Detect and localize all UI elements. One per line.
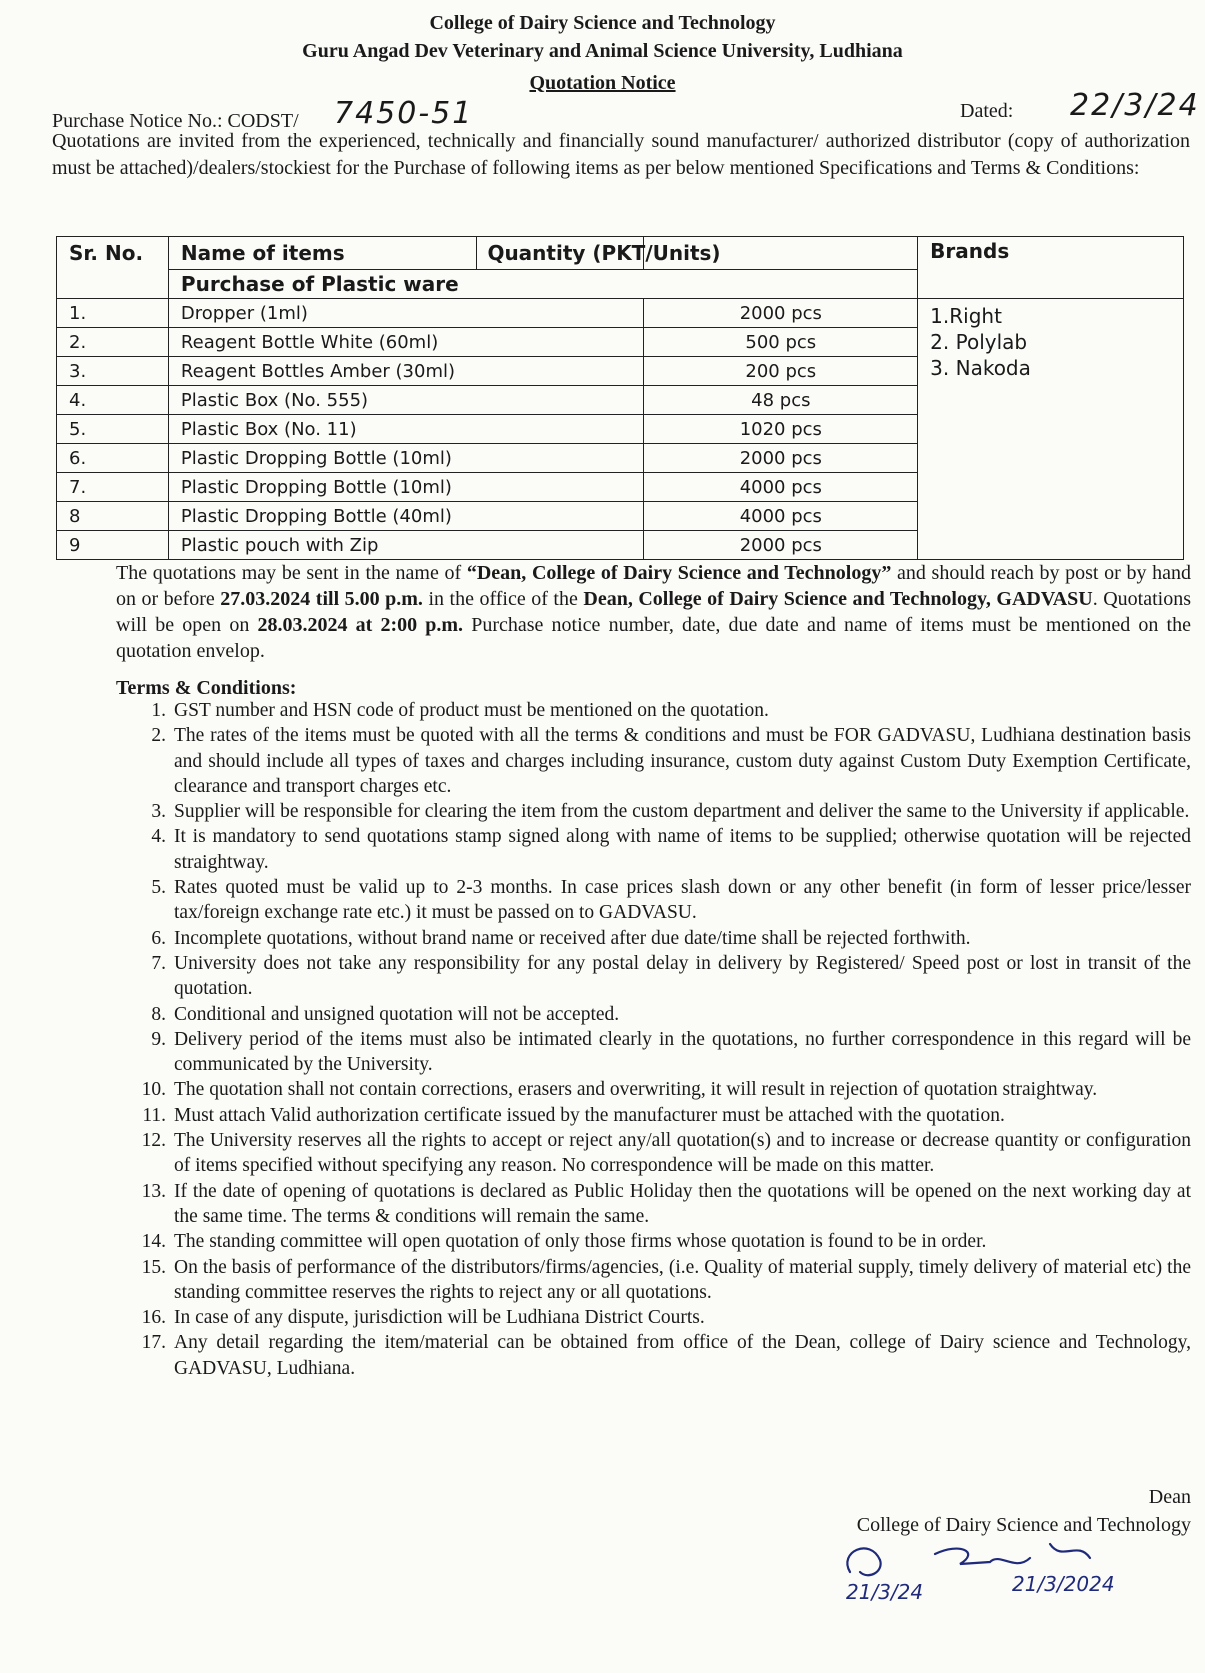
- term-number: 16.: [141, 1307, 166, 1329]
- row-quantity: 4000 pcs: [644, 473, 918, 502]
- row-item-name: Reagent Bottles Amber (30ml): [168, 357, 644, 386]
- term-item: [116, 1103, 1191, 1128]
- qp-text-5: Purchase notice number, date, due date and name of items must be mentioned on the quotation envelop.: [116, 614, 1191, 662]
- term-number: 14.: [141, 1231, 166, 1253]
- terms-heading: Terms & Conditions:: [116, 677, 297, 699]
- term-text: Supplier will be responsible for clearing the item from the custom department and deliver the same to the University if applicable.: [174, 801, 1190, 823]
- row-sr-no: 8: [57, 502, 169, 531]
- header-name-of-items: Name of items: [168, 237, 644, 270]
- row-item-name: Reagent Bottle White (60ml): [168, 328, 644, 357]
- college-name: College of Dairy Science and Technology: [429, 12, 776, 34]
- term-text: GST number and HSN code of product must be mentioned on the quotation.: [174, 700, 769, 721]
- notice-number-label: Purchase Notice No.: CODST/: [52, 110, 299, 132]
- term-text: It is mandatory to send quotations stamp signed along with name of items to be supplied; otherwise quotation will be rejected straightway.: [174, 826, 1191, 873]
- term-number: 6.: [151, 927, 166, 949]
- row-quantity: 2000 pcs: [644, 299, 918, 328]
- notice-number-handwritten: 7450-51: [334, 96, 474, 131]
- handwritten-initials: [840, 1532, 1180, 1612]
- term-number: 10.: [141, 1079, 166, 1101]
- row-quantity: 4000 pcs: [644, 502, 918, 531]
- term-number: 4.: [151, 826, 166, 848]
- term-item: [116, 698, 1191, 723]
- header-sr-no: Sr. No.: [57, 237, 169, 299]
- term-text: In case of any dispute, jurisdiction will be Ludhiana District Courts.: [174, 1307, 705, 1329]
- qp-text-2: and should reach by post or by hand on or before: [116, 562, 1191, 610]
- row-item-name: Plastic Box (No. 11): [168, 415, 644, 444]
- term-item: [116, 1179, 1191, 1230]
- signatory-office: College of Dairy Science and Technology: [856, 1514, 1191, 1536]
- term-item: [116, 951, 1191, 1002]
- row-sr-no: 5.: [57, 415, 169, 444]
- row-item-name: Plastic pouch with Zip: [168, 531, 644, 560]
- initial-date-2: 21/3/2024: [1012, 1572, 1115, 1596]
- table-header-row: [57, 237, 1184, 270]
- row-item-name: Plastic Dropping Bottle (10ml): [168, 444, 644, 473]
- term-item: [116, 926, 1191, 951]
- term-item: [116, 824, 1191, 875]
- qp-text-3: in the office of the: [422, 588, 584, 610]
- term-item: [116, 723, 1191, 799]
- row-item-name: Dropper (1ml): [168, 299, 644, 328]
- term-number: 1.: [151, 700, 166, 721]
- row-item-name: Plastic Box (No. 555): [168, 386, 644, 415]
- term-item: [116, 1330, 1191, 1381]
- term-number: 8.: [151, 1003, 166, 1025]
- term-item: [116, 1002, 1191, 1027]
- row-quantity: 2000 pcs: [644, 444, 918, 473]
- terms-list: [116, 698, 1191, 1381]
- qp-bold-1: “Dean, College of Dairy Science and Technology”: [466, 562, 892, 584]
- brand-item: 3. Nakoda: [930, 356, 1031, 380]
- term-item: [116, 1305, 1191, 1330]
- qp-bold-3: Dean, College of Dairy Science and Technology, GADVASU: [583, 588, 1093, 610]
- term-item: [116, 1128, 1191, 1179]
- qp-bold-2: 27.03.2024 till 5.00 p.m.: [220, 588, 423, 610]
- items-table: [56, 236, 1184, 560]
- qp-text-4: . Quotations will be open on: [116, 588, 1192, 636]
- term-text: If the date of opening of quotations is declared as Public Holiday then the quotations will be opened on the next working day at the same time. The terms & conditions will remain the same.: [174, 1180, 1191, 1227]
- term-text: The rates of the items must be quoted with all the terms & conditions and must be FOR GADVASU, Ludhiana destination basis and should include all types of taxes and charges including insurance, custom duty against Custom Duty Exemption Certificate, clearance and transport charges etc.: [174, 725, 1191, 797]
- row-sr-no: 4.: [57, 386, 169, 415]
- term-item: [116, 799, 1191, 824]
- term-text: Incomplete quotations, without brand name or received after due date/time shall be rejected forthwith.: [174, 927, 971, 949]
- table-row: [57, 299, 1184, 328]
- term-number: 5.: [151, 877, 166, 899]
- term-text: On the basis of performance of the distributors/firms/agencies, (i.e. Quality of material supply, timely delivery of material etc) the standing committee reserves the rights to reject any or all quotations.: [174, 1256, 1191, 1303]
- university-name: Guru Angad Dev Veterinary and Animal Science University, Ludhiana: [302, 40, 903, 62]
- term-text: University does not take any responsibility for any postal delay in delivery by Registered/ Speed post or lost in transit of the quotation.: [174, 952, 1191, 1000]
- row-quantity: 2000 pcs: [644, 531, 918, 560]
- term-text: Conditional and unsigned quotation will not be accepted.: [174, 1003, 620, 1025]
- quotation-instructions: [116, 560, 1191, 664]
- row-sr-no: 7.: [57, 473, 169, 502]
- term-text: The University reserves all the rights to accept or reject any/all quotation(s) and to increase or decrease quantity or configuration of items specified without specifying any reason. No correspondence will be made on this matter.: [174, 1130, 1191, 1177]
- row-item-name: Plastic Dropping Bottle (40ml): [168, 502, 644, 531]
- term-item: [116, 1077, 1191, 1102]
- row-sr-no: 2.: [57, 328, 169, 357]
- document-title: Quotation Notice: [529, 72, 676, 94]
- term-text: Delivery period of the items must also be intimated clearly in the quotations, no further correspondence in this regard will be communicated by the University.: [174, 1028, 1191, 1076]
- term-number: 17.: [141, 1332, 166, 1354]
- initial-date-1: 21/3/24: [846, 1580, 924, 1604]
- term-item: [116, 1229, 1191, 1254]
- term-text: The quotation shall not contain corrections, erasers and overwriting, it will result in rejection of quotation straightway.: [174, 1079, 1098, 1101]
- row-quantity: 48 pcs: [644, 386, 918, 415]
- term-item: [116, 875, 1191, 926]
- term-number: 12.: [141, 1130, 166, 1152]
- row-item-name: Plastic Dropping Bottle (10ml): [168, 473, 644, 502]
- brand-item: 1.Right: [930, 304, 1002, 328]
- term-number: 11.: [142, 1104, 166, 1126]
- date-label: Dated:: [960, 100, 1014, 122]
- row-sr-no: 6.: [57, 444, 169, 473]
- row-quantity: 200 pcs: [644, 357, 918, 386]
- term-item: [116, 1255, 1191, 1306]
- date-handwritten: 22/3/24: [1070, 88, 1200, 123]
- row-quantity: 500 pcs: [644, 328, 918, 357]
- header-quantity-label: Quantity (PKT/Units): [476, 237, 720, 269]
- term-text: Rates quoted must be valid up to 2-3 months. In case prices slash down or any other benefit (in form of lesser price/lesser tax/foreign exchange rate etc.) it must be passed on to GADVASU.: [174, 877, 1191, 924]
- term-text: The standing committee will open quotation of only those firms whose quotation is found to be in order.: [174, 1231, 987, 1253]
- term-number: 15.: [141, 1256, 166, 1278]
- row-sr-no: 1.: [57, 299, 169, 328]
- term-number: 13.: [141, 1180, 166, 1202]
- header-brands: Brands: [918, 237, 1184, 299]
- intro-paragraph: Quotations are invited from the experienced, technically and financially sound manufacturer/ authorized distributor (copy of authorization must be attached)/dealers/stockiest for the Purchase of following items as per below mentioned Specifications and Terms & Conditions:: [52, 130, 1190, 179]
- term-number: 7.: [151, 952, 166, 974]
- term-item: [116, 1027, 1191, 1078]
- row-sr-no: 9: [57, 531, 169, 560]
- row-sr-no: 3.: [57, 357, 169, 386]
- qp-bold-4: 28.03.2024 at 2:00 p.m.: [257, 614, 464, 636]
- term-number: 9.: [151, 1028, 166, 1050]
- brand-item: 2. Polylab: [930, 330, 1028, 354]
- header-quantity: [487, 237, 918, 270]
- term-number: 2.: [151, 725, 166, 747]
- term-number: 3.: [151, 801, 166, 823]
- section-label: Purchase of Plastic ware: [168, 270, 917, 299]
- brands-cell: [918, 299, 1184, 560]
- row-quantity: 1020 pcs: [644, 415, 918, 444]
- term-text: Must attach Valid authorization certificate issued by the manufacturer must be attached with the quotation.: [174, 1104, 1005, 1126]
- term-text: Any detail regarding the item/material can be obtained from office of the Dean, college of Dairy science and Technology, GADVASU, Ludhiana.: [174, 1332, 1191, 1379]
- qp-text-1: The quotations may be sent in the name of: [116, 562, 467, 584]
- signatory-designation: Dean: [1148, 1486, 1191, 1508]
